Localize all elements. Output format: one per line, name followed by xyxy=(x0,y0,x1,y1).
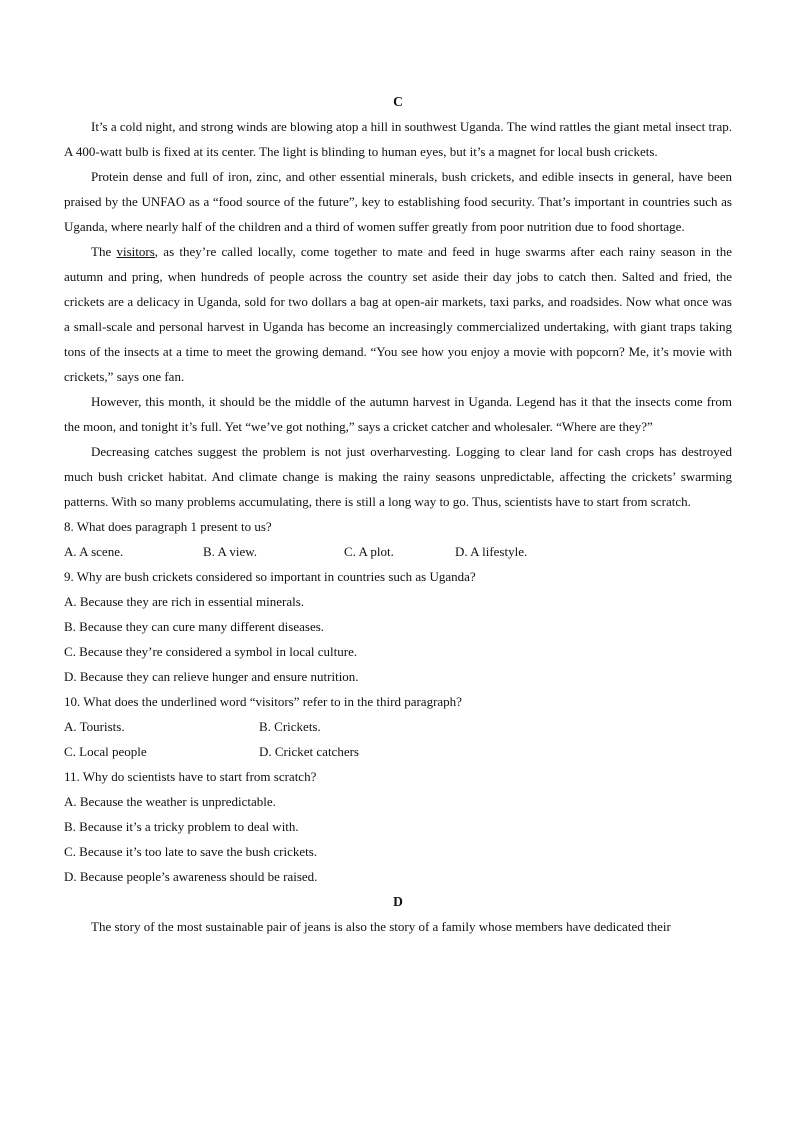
question-8-option-d: D. A lifestyle. xyxy=(455,544,528,559)
paragraph-c-3 xyxy=(64,239,732,389)
paragraph-c-3-start: The xyxy=(91,244,117,259)
question-10-options-row-1 xyxy=(64,714,732,739)
question-10-option-a: A. Tourists. xyxy=(64,719,125,734)
question-8-stem: 8. What does paragraph 1 present to us? xyxy=(64,519,272,534)
paragraph-c-4: However, this month, it should be the middle of the autumn harvest in Uganda. Legend has it that the insects come from the moon, and tonight it’s full. Yet “we’ve got nothing,” says a cricket catcher and wholesaler. “Where are they?” xyxy=(64,394,732,434)
question-9-option-a: A. Because they are rich in essential minerals. xyxy=(64,594,305,609)
paragraph-d-1: The story of the most sustainable pair of jeans is also the story of a family whose members have dedicated their xyxy=(91,919,671,934)
question-10-option-c: C. Local people xyxy=(64,744,147,759)
question-9-option-d: D. Because they can relieve hunger and ensure nutrition. xyxy=(64,669,359,684)
question-10-stem: 10. What does the underlined word “visitors” refer to in the third paragraph? xyxy=(64,694,462,709)
question-11-option-c: C. Because it’s too late to save the bush crickets. xyxy=(64,844,318,859)
question-10-option-d: D. Cricket catchers xyxy=(259,744,359,759)
question-10-option-b: B. Crickets. xyxy=(259,719,321,734)
question-11-option-d: D. Because people’s awareness should be raised. xyxy=(64,869,318,884)
question-11-option-a: A. Because the weather is unpredictable. xyxy=(64,794,276,809)
question-8-option-c: C. A plot. xyxy=(344,544,394,559)
question-8-options xyxy=(64,539,732,564)
paragraph-c-1: It’s a cold night, and strong winds are blowing atop a hill in southwest Uganda. The wind rattles the giant metal insect trap. A 400-watt bulb is fixed at its center. The light is blinding to human eyes, but it’s a magnet for local bush crickets. xyxy=(64,119,732,159)
question-11-option-b: B. Because it’s a tricky problem to deal with. xyxy=(64,819,299,834)
question-9-option-b: B. Because they can cure many different diseases. xyxy=(64,619,325,634)
question-8-option-b: B. A view. xyxy=(203,544,258,559)
paragraph-c-3-rest: , as they’re called locally, come together to mate and feed in huge swarms after each rainy season in the autumn and pring, when hundreds of people across the country set aside their day jobs to catch then. Salted and fried, the crickets are a delicacy in Uganda, sold for two dollars a bag at open-air markets, taxi parks, and roadsides. Now what once was a small-scale and personal harvest in Uganda has become an increasingly commercialized undertaking, with giant traps taking tons of the insects at a time to meet the growing demand. “You see how you enjoy a movie with popcorn? Me, it’s movie with crickets,” says one fan. xyxy=(64,244,732,384)
question-9-stem: 9. Why are bush crickets considered so important in countries such as Uganda? xyxy=(64,569,476,584)
section-heading-c: C xyxy=(393,94,403,109)
paragraph-c-5: Decreasing catches suggest the problem is not just overharvesting. Logging to clear land for cash crops has destroyed much bush cricket habitat. And climate change is making the rainy seasons unpredictable, affecting the crickets’ swarming patterns. With so many problems accumulating, there is still a long way to go. Thus, scientists have to start from scratch. xyxy=(64,444,732,509)
question-8-option-a: A. A scene. xyxy=(64,544,124,559)
underlined-word-visitors: visitors xyxy=(116,244,155,259)
section-heading-d: D xyxy=(393,894,403,909)
document-page xyxy=(64,89,732,939)
question-10-options-row-2 xyxy=(64,739,732,764)
paragraph-c-2: Protein dense and full of iron, zinc, and other essential minerals, bush crickets, and edible insects in general, have been praised by the UNFAO as a “food source of the future”, key to establishing food security. That’s important in countries such as Uganda, where nearly half of the children and a third of women suffer greatly from poor nutrition due to food shortage. xyxy=(64,169,732,234)
question-9-option-c: C. Because they’re considered a symbol in local culture. xyxy=(64,644,358,659)
question-11-stem: 11. Why do scientists have to start from scratch? xyxy=(64,769,317,784)
